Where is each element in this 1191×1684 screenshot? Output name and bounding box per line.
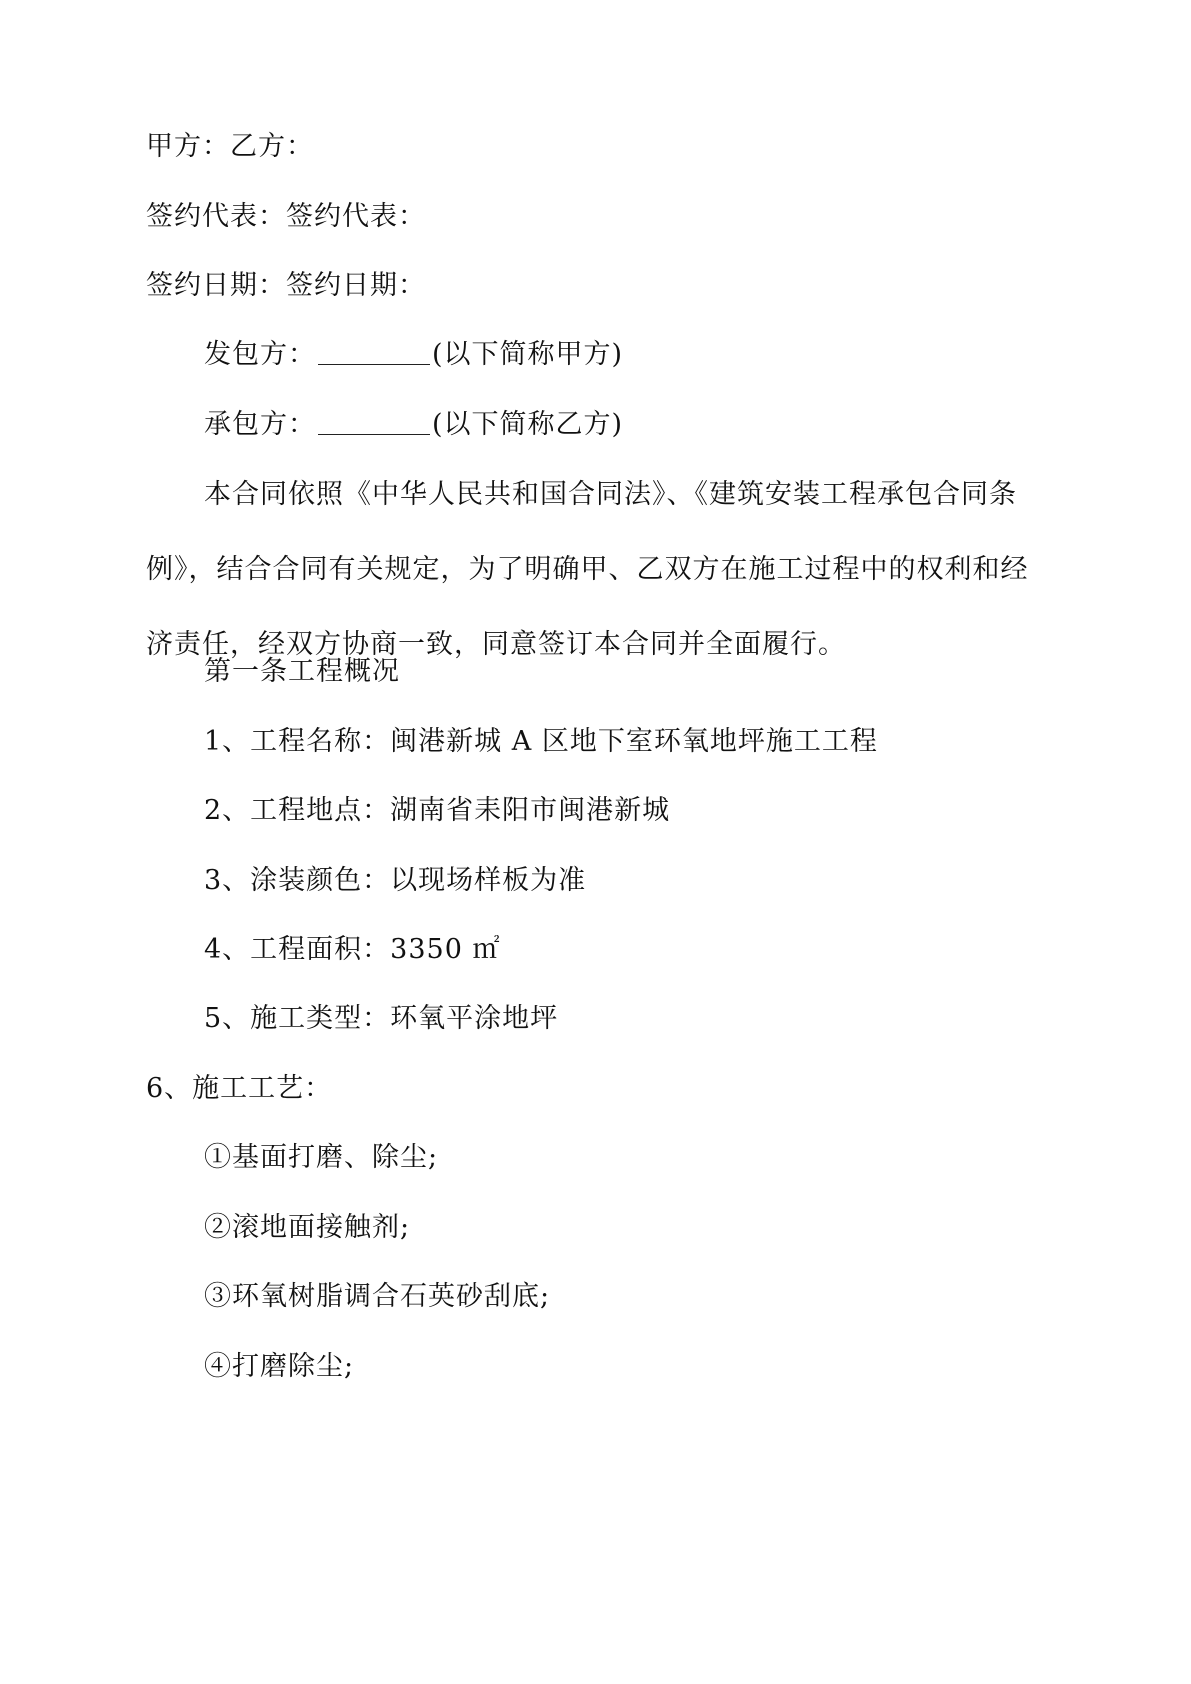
- process-step-4: ④打磨除尘;: [204, 1351, 355, 1382]
- article1-heading: 第一条工程概况: [204, 656, 400, 687]
- contractor-blank: [318, 412, 430, 435]
- contractor-line: [204, 405, 1124, 445]
- article1-item-2: 2、工程地点：湖南省耒阳市闽港新城: [204, 795, 671, 826]
- article1-item-1: 1、工程名称：闽港新城 A 区地下室环氧地坪施工工程: [204, 726, 878, 757]
- process-step-3: ③环氧树脂调合石英砂刮底;: [204, 1281, 551, 1312]
- article1-item-3: 3、涂装颜色：以现场样板为准: [204, 865, 587, 896]
- process-heading: 6、施工工艺：: [146, 1073, 333, 1104]
- employer-suffix: (以下简称甲方): [432, 339, 624, 370]
- article1-item-4: 4、工程面积：3350 ㎡: [204, 934, 501, 965]
- article1-item-5: 5、施工类型：环氧平涂地坪: [204, 1003, 559, 1034]
- process-step-2: ②滚地面接触剂;: [204, 1212, 411, 1243]
- contractor-suffix: (以下简称乙方): [432, 409, 624, 440]
- preamble-paragraph: 本合同依照《中华人民共和国合同法》、《建筑安装工程承包合同条例》，结合合同有关规定，为了明确甲、乙双方在施工过程中的权利和经济责任，经双方协商一致，同意签订本合同并全面履行。: [146, 479, 1029, 660]
- process-step-1: ①基面打磨、除尘;: [204, 1142, 439, 1173]
- representatives-line: 签约代表：签约代表：: [146, 201, 426, 232]
- employer-line: [204, 335, 1124, 375]
- employer-blank: [318, 342, 430, 365]
- parties-line: 甲方：乙方：: [146, 131, 314, 162]
- dates-line: 签约日期：签约日期：: [146, 270, 426, 301]
- employer-label: 发包方：: [204, 339, 316, 370]
- contractor-label: 承包方：: [204, 409, 316, 440]
